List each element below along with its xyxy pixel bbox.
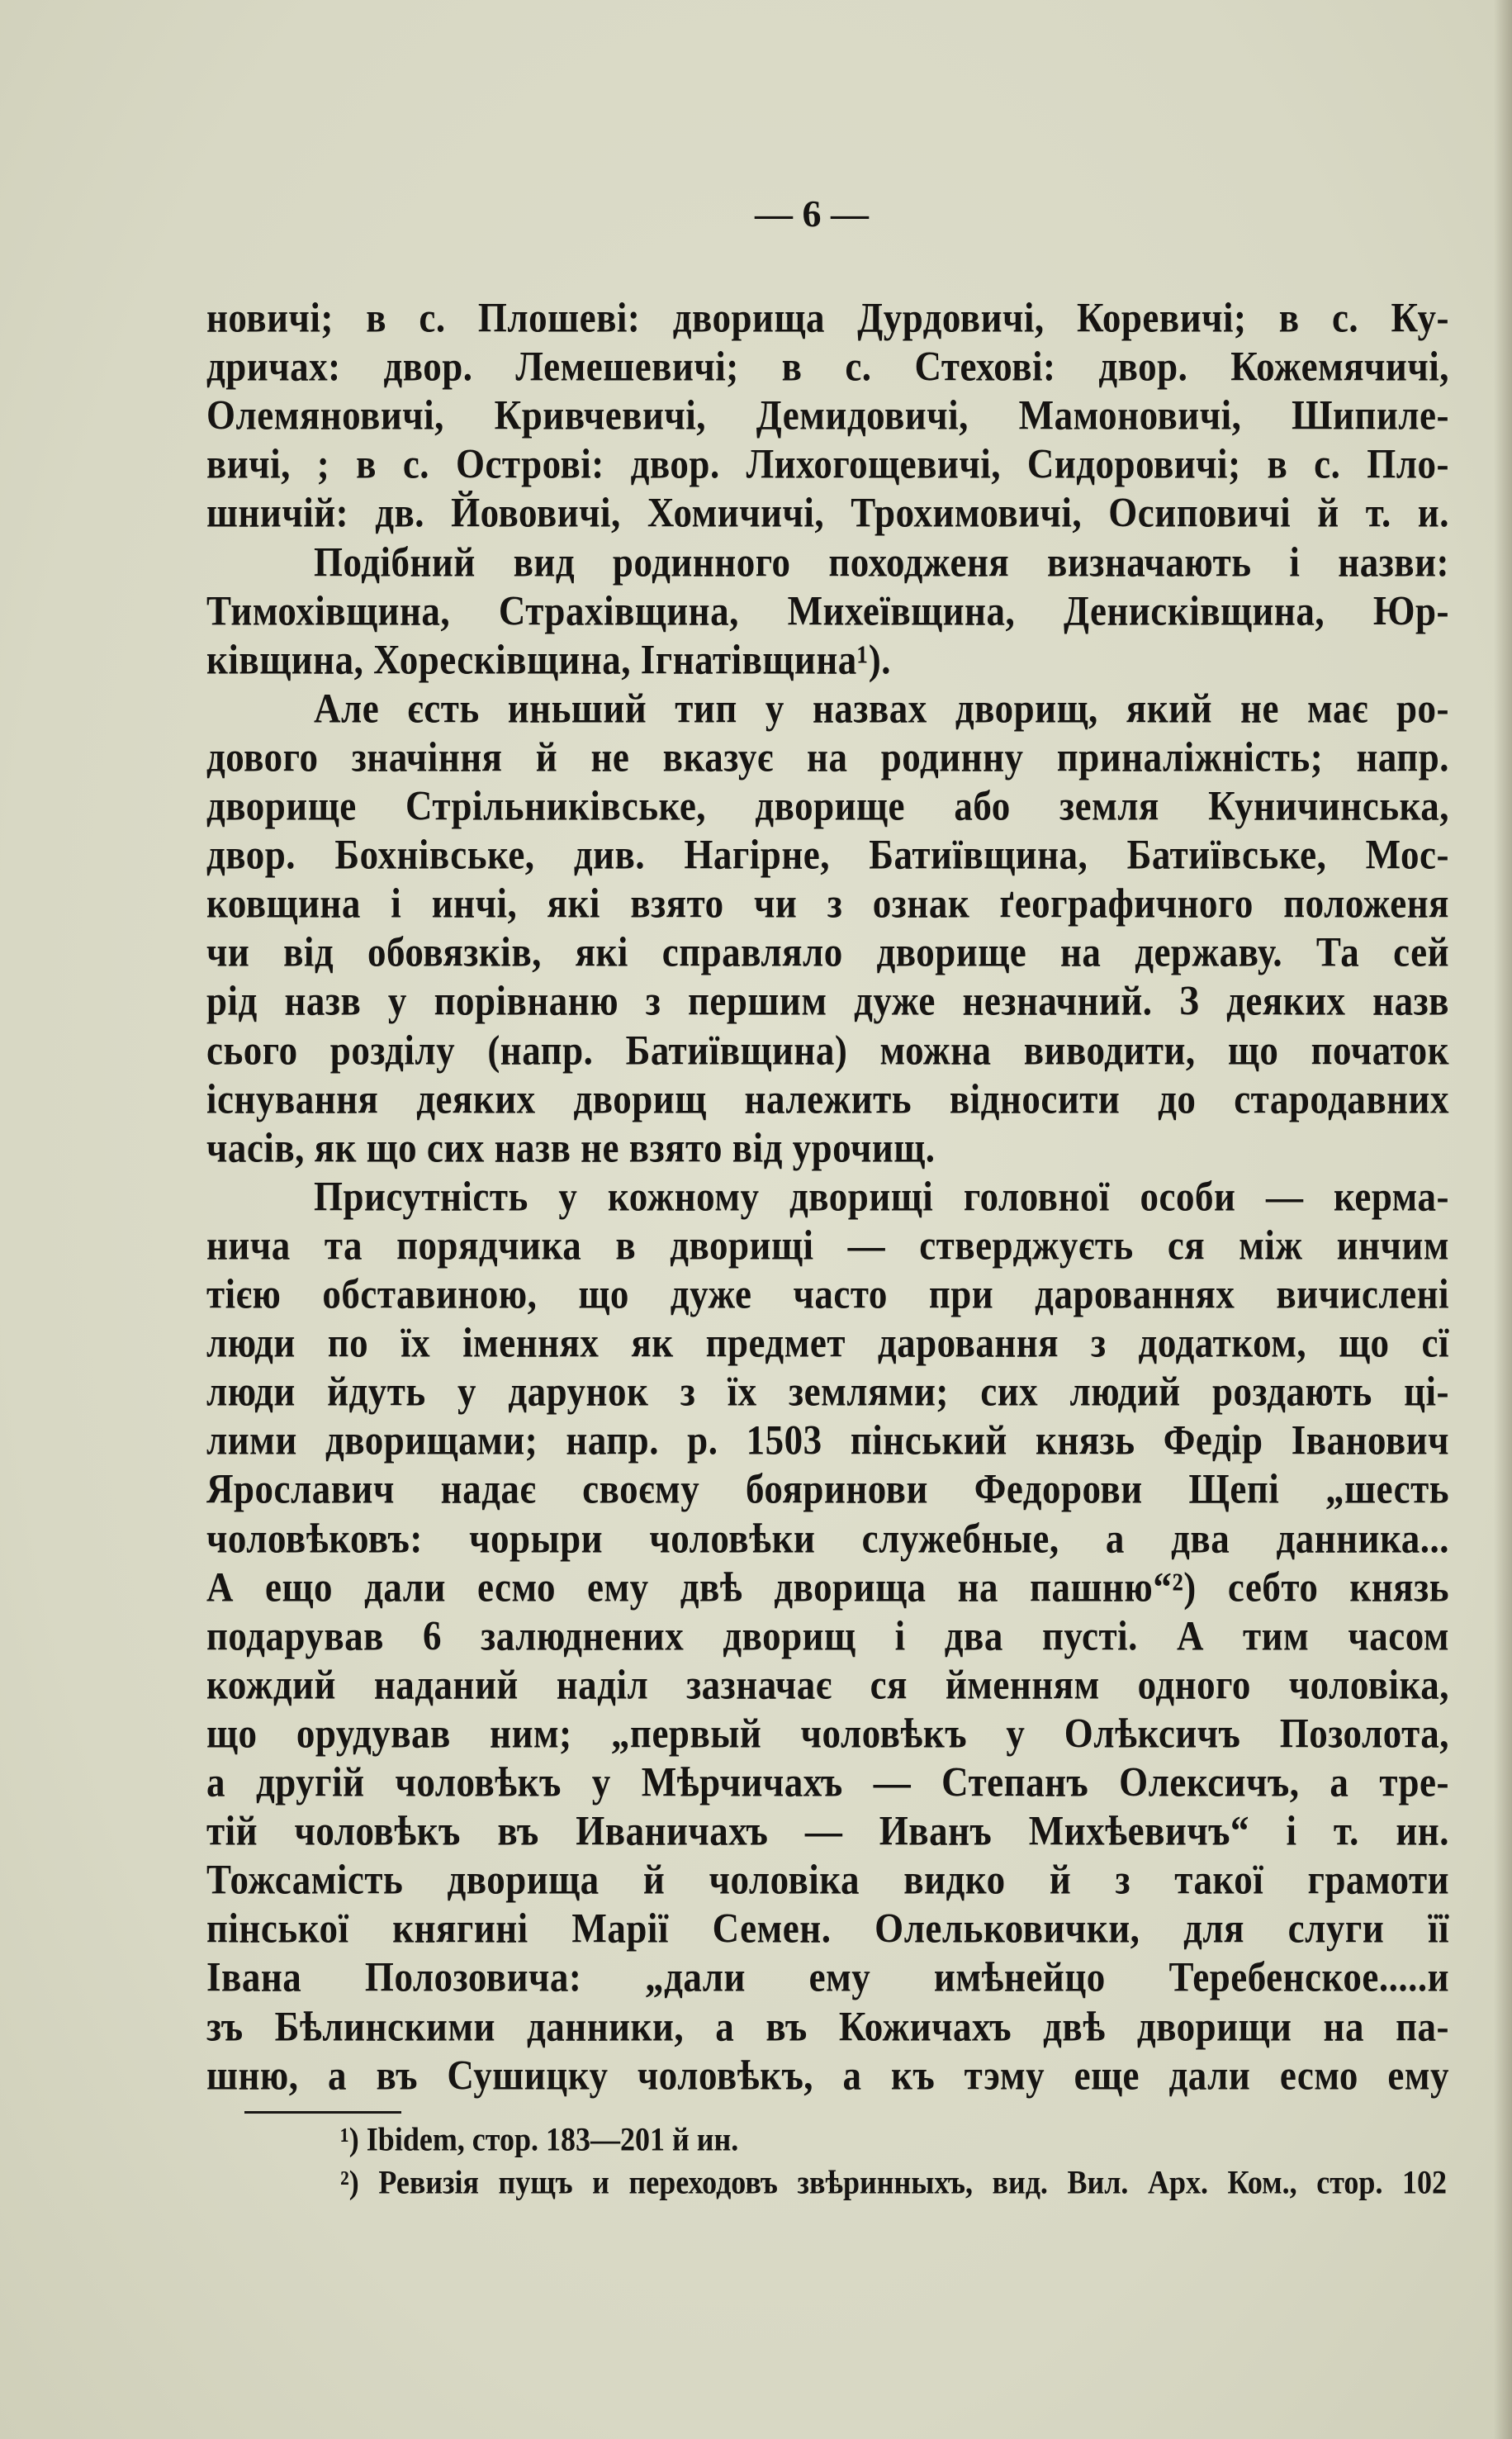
text-line: існування деяких дворищ належить відносити до стародавних <box>206 1075 1449 1122</box>
footnote-2: ²) Ревизія пущъ и переходовъ звѣринныхъ, вид. Вил. Арх. Ком., стор. 102 <box>340 2163 1447 2201</box>
text-line: подарував 6 залюднених дворищ і два пусті. А тим часом <box>206 1612 1449 1659</box>
text-line: Тимохівщина, Страхівщина, Михеївщина, Денисківщина, Юр- <box>206 587 1449 634</box>
text-line: чоловѣковъ: чорыри чоловѣки служебные, а два данника... <box>206 1515 1449 1562</box>
footnote-1: ¹) Ibidem, стор. 183—201 й ин. <box>340 2120 739 2158</box>
text-line: Але єсть иньший тип у назвах дворищ, який не має ро- <box>314 685 1449 732</box>
text-line: Присутність у кожному дворищі головної особи — керма- <box>314 1173 1449 1220</box>
text-line: зъ Бѣлинскими данники, а въ Кожичахъ двѣ дворищи на па- <box>206 2003 1449 2050</box>
text-line: а другій чоловѣкъ у Мѣрчичахъ — Степанъ Олексичъ, а тре- <box>206 1758 1449 1806</box>
footnote-divider <box>244 2111 401 2114</box>
page-number: — 6 — <box>755 192 869 235</box>
text-line: Ярославич надає своєму бояринови Федорови Щепі „шесть <box>206 1466 1449 1513</box>
text-line: новичі; в с. Плошеві: дворища Дурдовичі, Коревичі; в с. Ку- <box>206 294 1449 341</box>
text-line: люди по їх іменнях як предмет даровання з додатком, що сї <box>206 1320 1449 1367</box>
text-line: лими дворищами; напр. р. 1503 пінський князь Федір Іванович <box>206 1417 1449 1464</box>
text-line: ковщина і инчі, які взято чи з ознак ґеографичного положеня <box>206 880 1449 928</box>
text-line: часів, як що сих назв не взято від урочищ. <box>206 1124 936 1171</box>
text-line: вичі, ; в с. Острові: двор. Лихогощевичі, Сидоровичі; в с. Пло- <box>206 441 1449 488</box>
text-line: нича та порядчика в дворищі — стверджуєть ся між инчим <box>206 1222 1449 1269</box>
text-line: дворище Стрільниківське, дворище або земля Куничинська, <box>206 782 1449 829</box>
text-line: чи від обовязків, які справляло дворище на державу. Та сей <box>206 929 1449 976</box>
text-line: ківщина, Хоресківщина, Ігнатівщина¹). <box>206 636 891 683</box>
text-line: тій чоловѣкъ въ Иваничахъ — Иванъ Михѣевичъ“ і т. ин. <box>206 1808 1449 1855</box>
text-line: Івана Полозовича: „дали ему имѣнейцо Теребенское.....и <box>206 1954 1449 2001</box>
text-line: кождий наданий наділ зазначає ся йменням одного чоловіка, <box>206 1661 1449 1708</box>
text-line: тією обставиною, що дуже часто при дарованнях вичислені <box>206 1270 1449 1317</box>
text-line: шню, а въ Сушицку чоловѣкъ, а къ тэму еще дали есмо ему <box>206 2052 1449 2099</box>
text-line: двор. Бохнівське, див. Нагірне, Батиївщина, Батиївське, Мос- <box>206 832 1449 879</box>
text-line: Подібний вид родинного походженя визначають і назви: <box>314 539 1449 586</box>
text-line: пінської княгині Марії Семен. Олельковички, для слуги її <box>206 1905 1449 1953</box>
text-line: що орудував ним; „первый чоловѣкъ у Олѣксичъ Позолота, <box>206 1710 1449 1757</box>
text-line: дового значіння й не вказує на родинну приналіжність; напр. <box>206 733 1449 781</box>
text-line: люди йдуть у дарунок з їх землями; сих людий роздають ці- <box>206 1369 1449 1416</box>
text-line: шничій: дв. Йововичі, Хомичичі, Трохимовичі, Осиповичі й т. и. <box>206 490 1449 537</box>
text-line: рід назв у порівнаню з першим дуже незначний. З деяких назв <box>206 978 1449 1025</box>
text-line: Олемяновичі, Кривчевичі, Демидовичі, Мамоновичі, Шипиле- <box>206 392 1449 439</box>
text-line: Тожсамість дворища й чоловіка видко й з такої грамоти <box>206 1857 1449 1904</box>
text-line: А ещо дали есмо ему двѣ дворища на пашню“²) себто князь <box>206 1564 1449 1611</box>
text-line: дричах: двор. Лемешевичі; в с. Стехові: двор. Кожемячичі, <box>206 344 1449 391</box>
text-line: сього розділу (напр. Батиївщина) можна виводити, що початок <box>206 1027 1449 1074</box>
